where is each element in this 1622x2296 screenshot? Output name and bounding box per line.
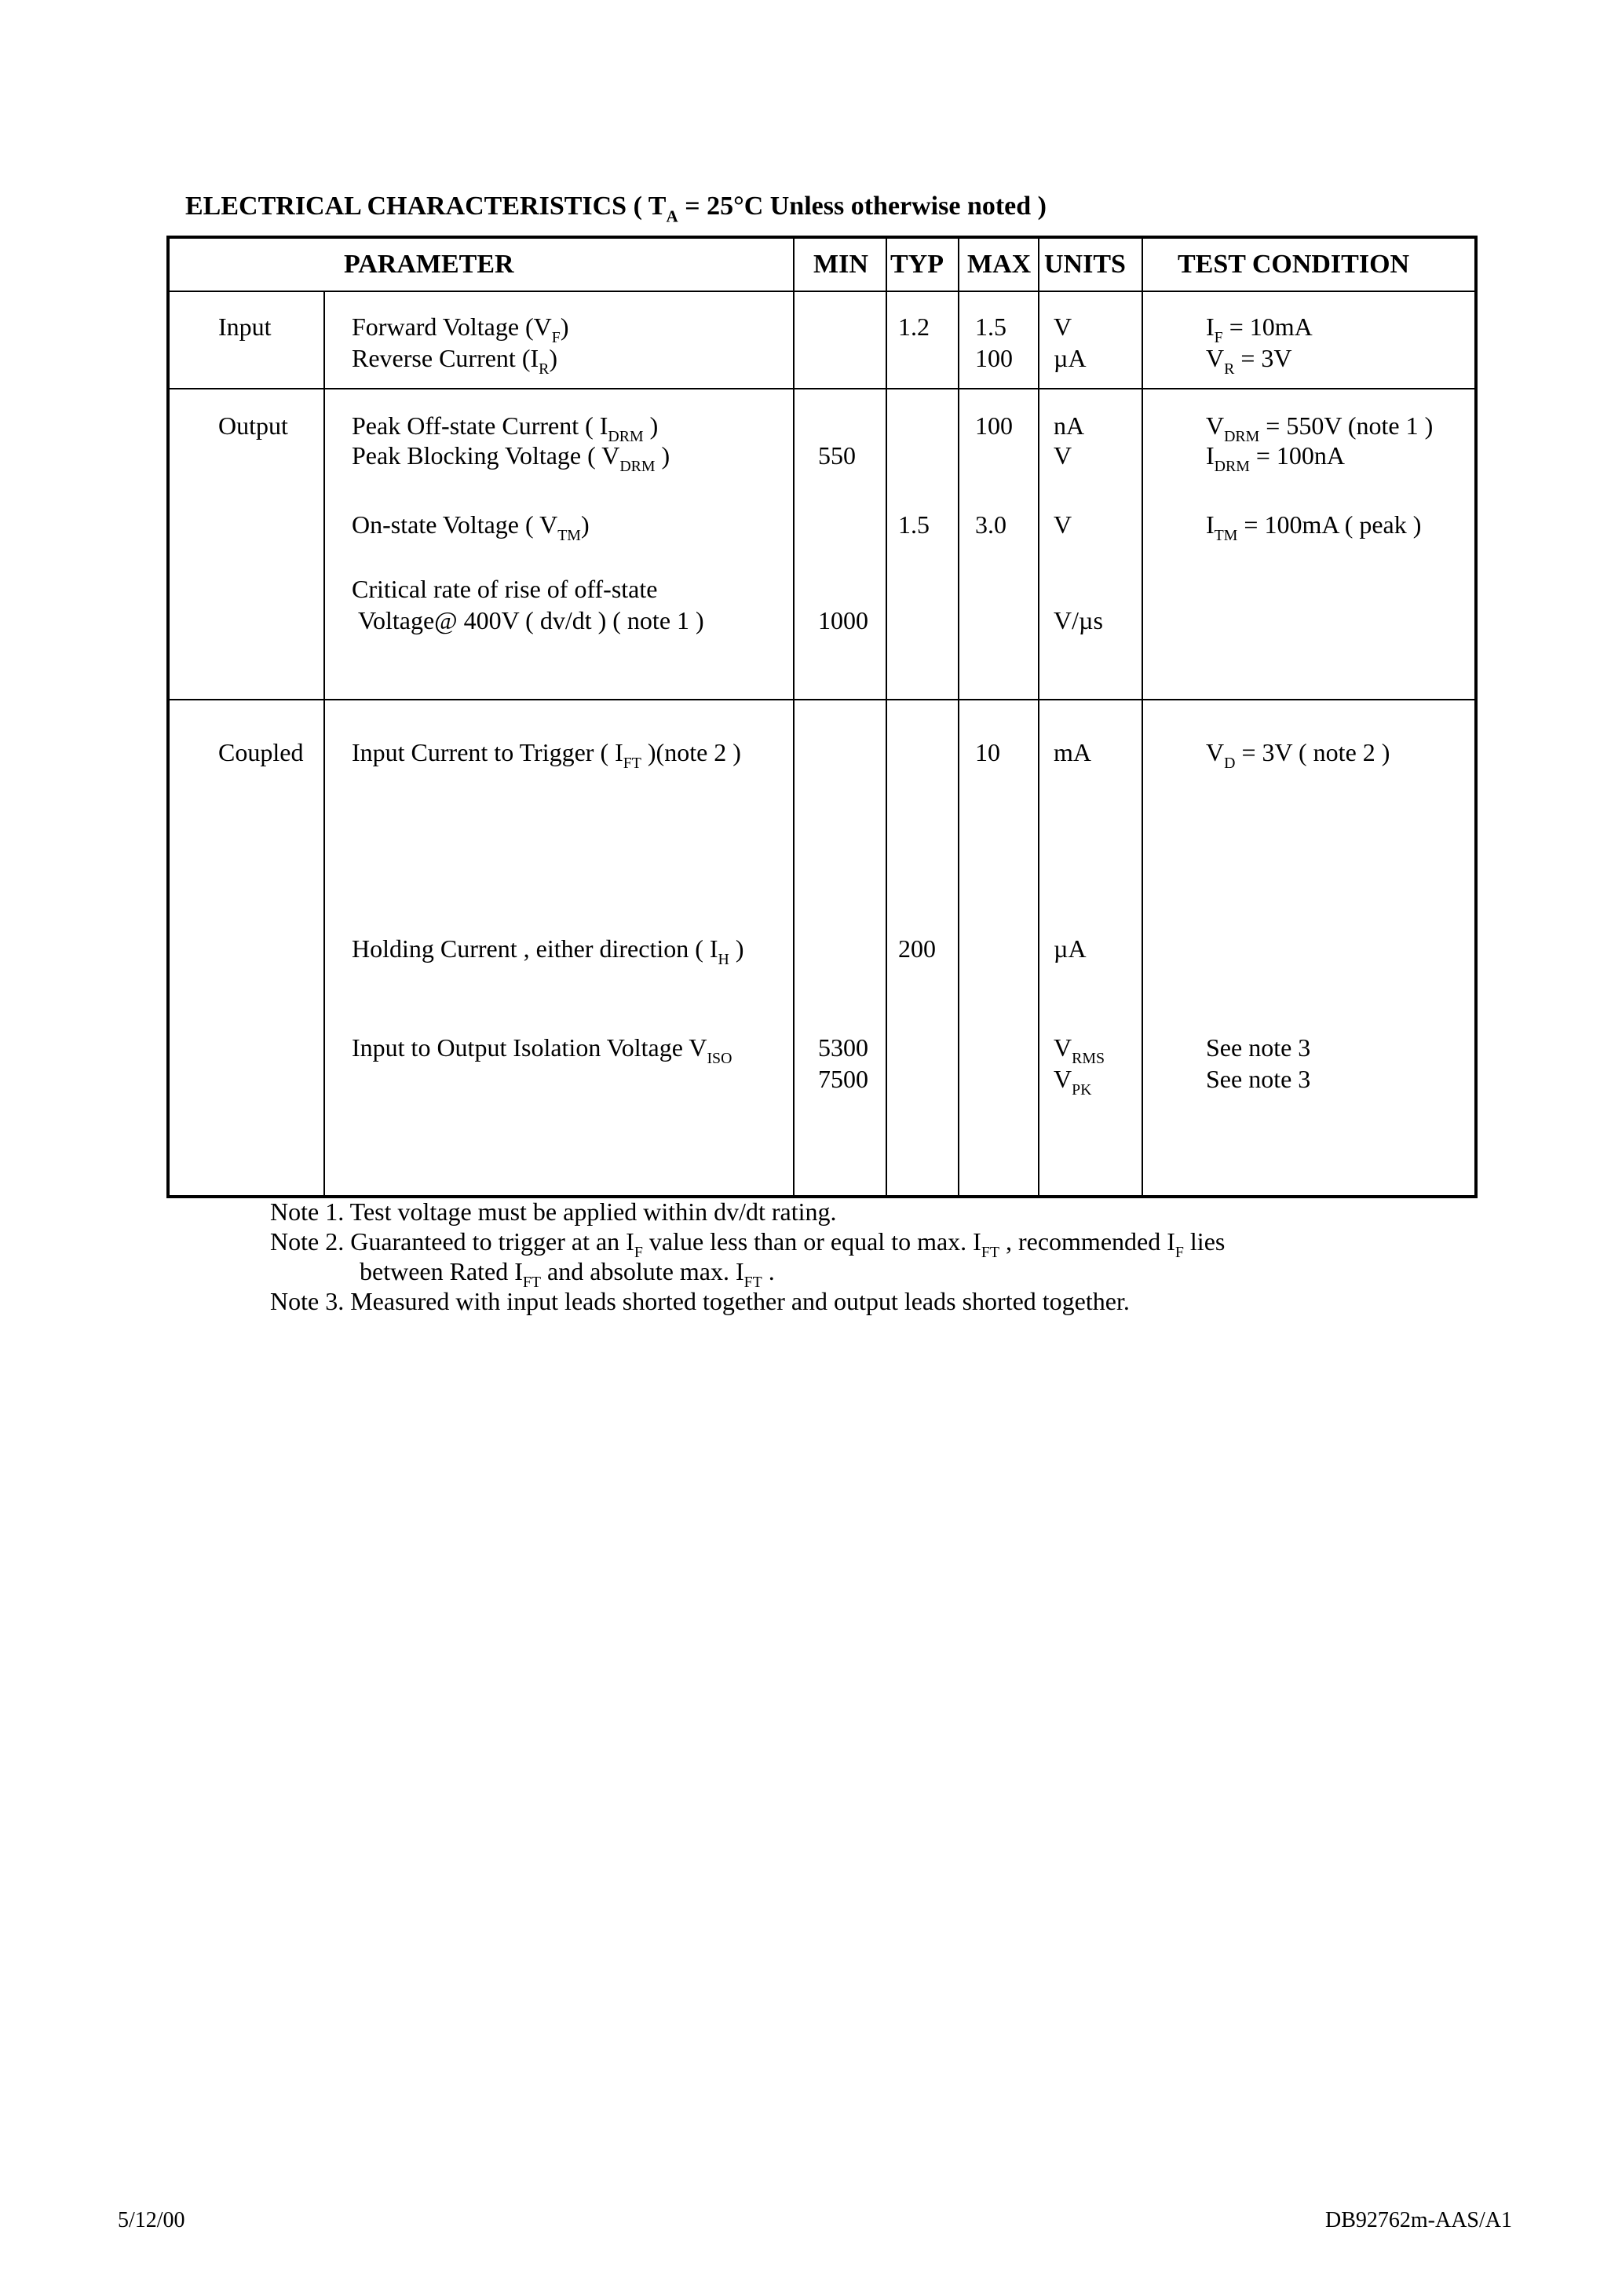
test-isolation-voltage-rms: See note 3	[1206, 1033, 1311, 1062]
test-isolation-voltage-pk: See note 3	[1206, 1065, 1311, 1093]
param-critical-rate-line2: Voltage@ 400V ( dv/dt ) ( note 1 )	[358, 606, 704, 634]
min-isolation-voltage-pk: 7500	[818, 1065, 868, 1093]
column-divider	[1142, 239, 1143, 1195]
note-2-line1: Note 2. Guaranteed to trigger at an $I_F$ value less than or equal to max. $I_{FT}$ , recommended $I_F$ lies	[270, 1227, 1226, 1261]
column-divider	[1038, 239, 1039, 1195]
param-peak-blocking-voltage: Peak Blocking Voltage ( $V_{DRM}$ )	[352, 441, 670, 475]
param-on-state-voltage: On-state Voltage ( $V_{TM}$)	[352, 510, 590, 544]
units-forward-voltage: V	[1054, 313, 1072, 341]
header-parameter: PARAMETER	[344, 250, 514, 279]
note-2-line2: between Rated $I_{FT}$ and absolute max. $I_{FT}$ .	[360, 1257, 775, 1291]
max-input-current-to-trigger: 10	[975, 738, 1000, 766]
typ-forward-voltage: 1.2	[898, 313, 930, 341]
test-forward-voltage: $I_F = 10mA$	[1206, 313, 1313, 346]
test-peak-off-state-current: $V_{DRM} = 550V$ (note 1 )	[1206, 411, 1434, 445]
param-holding-current: Holding Current , either direction ( $I_H$ )	[352, 934, 744, 968]
group-input: Input	[218, 313, 272, 341]
units-holding-current: µA	[1054, 934, 1087, 963]
units-reverse-current: µA	[1054, 344, 1087, 372]
units-isolation-voltage-rms: $V_{RMS}$	[1054, 1033, 1105, 1067]
row-divider	[170, 291, 1474, 292]
footer-doc-id: DB92762m-AAS/A1	[1324, 2208, 1512, 2232]
min-critical-rate: 1000	[818, 606, 868, 634]
test-on-state-voltage: $I_{TM} = 100mA$ ( peak )	[1206, 510, 1422, 544]
max-peak-off-state-current: 100	[975, 411, 1013, 440]
min-peak-blocking-voltage: 550	[818, 441, 856, 470]
group-coupled: Coupled	[218, 738, 304, 766]
units-on-state-voltage: V	[1054, 510, 1072, 539]
header-units: UNITS	[1044, 250, 1126, 279]
column-divider	[323, 291, 325, 1195]
electrical-characteristics-table	[166, 236, 1478, 1198]
note-3: Note 3. Measured with input leads shorted together and output leads shorted together.	[270, 1287, 1130, 1315]
test-input-current-to-trigger: $V_D = 3V$ ( note 2 )	[1206, 738, 1390, 772]
max-reverse-current: 100	[975, 344, 1013, 372]
column-divider	[793, 239, 795, 1195]
footer-date: 5/12/00	[118, 2208, 185, 2232]
header-typ: TYP	[890, 250, 944, 279]
param-peak-off-state-current: Peak Off-state Current ( $I_{DRM}$ )	[352, 411, 659, 445]
units-peak-off-state-current: nA	[1054, 411, 1085, 440]
row-divider	[170, 699, 1474, 700]
group-output: Output	[218, 411, 288, 440]
units-peak-blocking-voltage: V	[1054, 441, 1072, 470]
column-divider	[958, 239, 959, 1195]
header-test-condition: TEST CONDITION	[1178, 250, 1410, 279]
column-divider	[886, 239, 887, 1195]
units-isolation-voltage-pk: $V_{PK}$	[1054, 1065, 1092, 1099]
test-peak-blocking-voltage: $I_{DRM} = 100nA$	[1206, 441, 1345, 475]
units-critical-rate: V/µs	[1054, 606, 1103, 634]
param-isolation-voltage: Input to Output Isolation Voltage $V_{ISO}$	[352, 1033, 732, 1067]
typ-on-state-voltage: 1.5	[898, 510, 930, 539]
header-min: MIN	[813, 250, 868, 279]
param-reverse-current: Reverse Current $(I_R)$	[352, 344, 558, 378]
param-input-current-to-trigger: Input Current to Trigger ( $I_{FT}$ )(note 2 )	[352, 738, 741, 772]
units-input-current-to-trigger: mA	[1054, 738, 1091, 766]
param-critical-rate-line1: Critical rate of rise of off-state	[352, 575, 658, 603]
min-isolation-voltage-rms: 5300	[818, 1033, 868, 1062]
row-divider	[170, 388, 1474, 389]
page-title: ELECTRICAL CHARACTERISTICS ( $T_A = 25^\circ C$ Unless otherwise noted )	[185, 192, 1047, 226]
typ-holding-current: 200	[898, 934, 936, 963]
param-forward-voltage: Forward Voltage $(V_F)$	[352, 313, 569, 346]
note-1: Note 1. Test voltage must be applied within dv/dt rating.	[270, 1197, 837, 1226]
max-forward-voltage: 1.5	[975, 313, 1006, 341]
max-on-state-voltage: 3.0	[975, 510, 1006, 539]
test-reverse-current: $V_R = 3V$	[1206, 344, 1292, 378]
header-max: MAX	[967, 250, 1032, 279]
